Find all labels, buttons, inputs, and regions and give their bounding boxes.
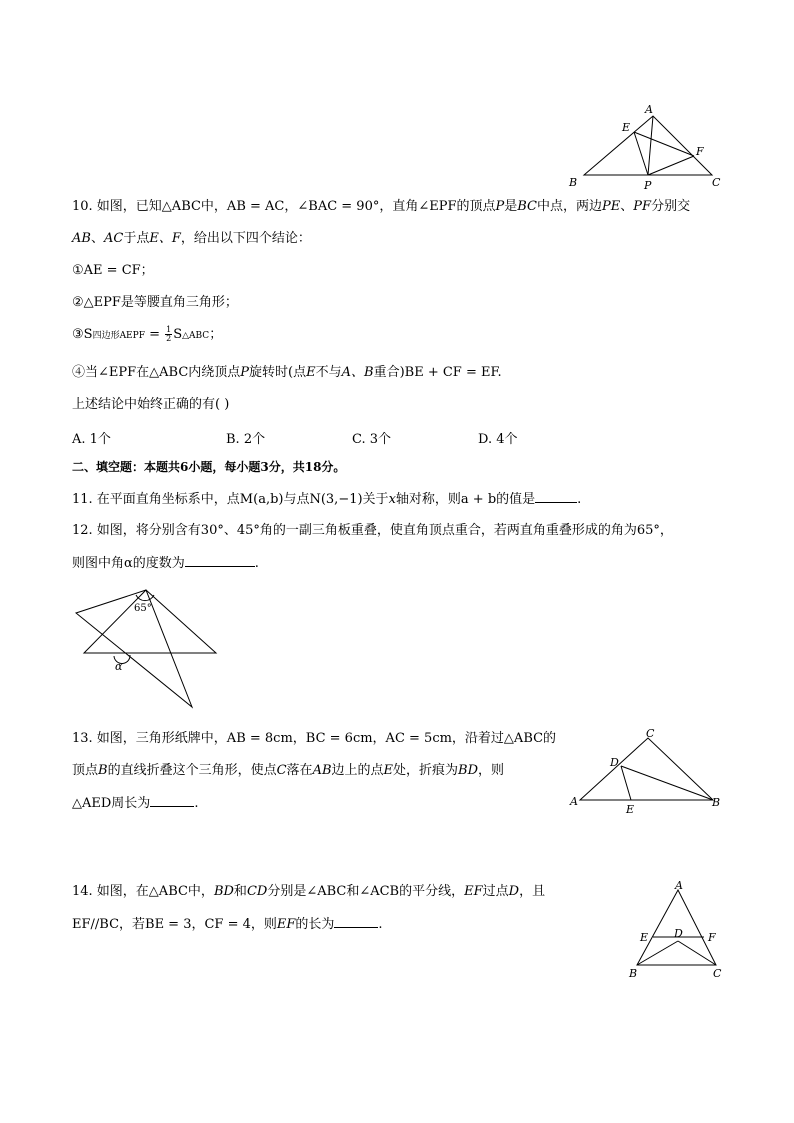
q10-conclusion-4: ④当∠EPF在△ABC内绕顶点P旋转时(点E不与A、B重合)BE + CF = EF. <box>72 365 502 380</box>
q13-fold-bd <box>621 766 713 800</box>
q10-triangle-abc <box>584 116 712 175</box>
q14-label-a: A <box>675 879 683 892</box>
q10-segment-pe <box>634 132 648 175</box>
q10-option-d[interactable]: D. 4个 <box>478 432 518 447</box>
q12-label-65: 65° <box>134 603 152 614</box>
q12-line-1: 12. 如图，将分别含有30°、45°角的一副三角板重叠，使直角顶点重合，若两直角重叠形成的角为65°， <box>72 523 673 538</box>
q12-answer-blank[interactable] <box>185 554 255 567</box>
q13-segment-de <box>621 766 631 800</box>
q10-segment-ef <box>634 132 694 156</box>
section-2-header: 二、填空题：本题共6小题，每小题3分，共18分。 <box>72 460 346 474</box>
q14-label-e: E <box>640 931 649 944</box>
q13-line-1: 13. 如图，三角形纸牌中，AB = 8cm，BC = 6cm，AC = 5cm，沿着过△ABC的 <box>72 731 557 746</box>
q14-label-b: B <box>629 967 638 980</box>
q10-label-a: A <box>645 103 653 116</box>
q13-answer-blank[interactable] <box>150 794 194 807</box>
q10-option-a[interactable]: A. 1个 <box>72 432 111 447</box>
q10-label-p: P <box>644 179 652 192</box>
q13-figure <box>565 720 735 820</box>
q10-conclusion-2: ②△EPF是等腰直角三角形； <box>72 295 238 310</box>
q10-option-b[interactable]: B. 2个 <box>226 432 266 447</box>
q14-label-f: F <box>708 931 716 944</box>
q10-line-2: AB、AC于点E、F，给出以下四个结论： <box>72 231 311 246</box>
q11-answer-blank[interactable] <box>535 490 577 503</box>
q10-fraction-half: $\frac{1}{2}$ <box>166 325 172 343</box>
q10-label-e: E <box>622 121 631 134</box>
q14-label-c: C <box>713 967 722 980</box>
q14-line-2: EF//BC，若BE = 3，CF = 4，则EF的长为 . <box>72 917 383 932</box>
q13-line-3: △AED周长为 . <box>72 796 199 811</box>
q10-label-b: B <box>569 176 578 189</box>
q10-figure <box>560 100 730 195</box>
q10-question: 上述结论中始终正确的有( ) <box>72 397 230 412</box>
q13-label-e: E <box>626 803 635 816</box>
q10-line-1: 10. 如图，已知△ABC中，AB = AC，∠BAC = 90°，直角∠EPF的顶点P是BC中点，两边PE、PF分别交 <box>72 199 691 214</box>
q12-label-alpha: α <box>115 660 123 673</box>
q14-figure <box>625 880 735 985</box>
q14-answer-blank[interactable] <box>334 915 378 928</box>
q11-text: 11. 在平面直角坐标系中，点M(a,b)与点N(3,−1)关于x轴对称，则a + b的值是 . <box>72 492 582 507</box>
q10-conclusion-1: ①AE = CF； <box>72 263 154 278</box>
q10-label-f: F <box>696 145 704 158</box>
q10-option-c[interactable]: C. 3个 <box>352 432 392 447</box>
q13-label-b: B <box>712 796 721 809</box>
q14-label-d: D <box>674 927 683 940</box>
q13-label-d: D <box>610 756 619 769</box>
q10-label-c: C <box>712 176 721 189</box>
q14-line-1: 14. 如图，在△ABC中，BD和CD分别是∠ABC和∠ACB的平分线，EF过点D，且 <box>72 884 546 899</box>
q10-segment-pf <box>648 156 694 175</box>
q13-label-c: C <box>646 727 655 740</box>
q12-figure <box>70 582 230 712</box>
q10-conclusion-3: ③S四边形AEPF = $\frac{1}{2}$ S△ABC； <box>72 325 223 343</box>
q13-triangle-abc <box>580 738 713 800</box>
q10-segment-ap <box>648 116 653 175</box>
q12-line-2: 则图中角α的度数为 . <box>72 556 259 571</box>
q13-label-a: A <box>570 795 578 808</box>
q13-line-2: 顶点B的直线折叠这个三角形，使点C落在AB边上的点E处，折痕为BD，则 <box>72 763 505 778</box>
